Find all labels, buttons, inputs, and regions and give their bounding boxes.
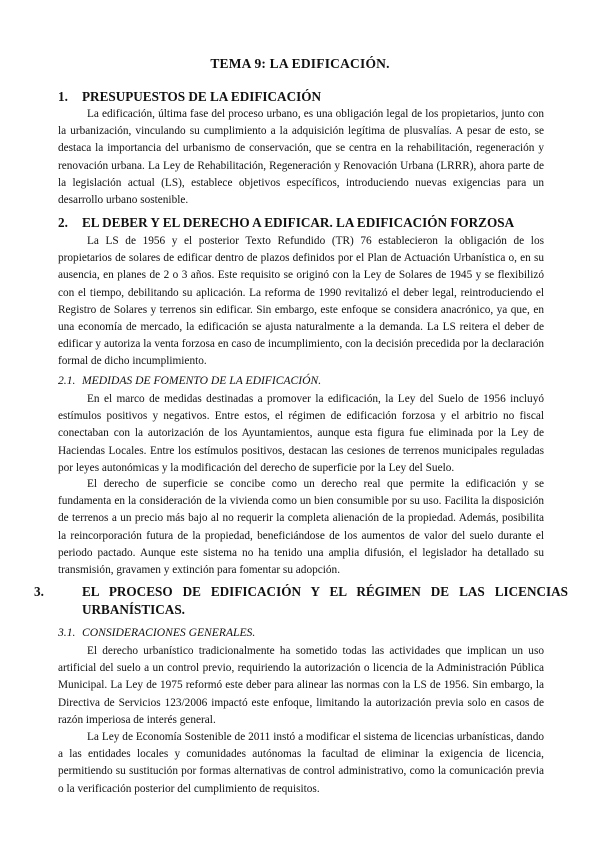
subsection-2-1-paragraph-2: El derecho de superficie se concibe como un derecho real que permite la edificación y se fundamenta en la consideración de la vivienda como un bien consumible por su uso. Facilita la disposición de terrenos a un precio más bajo al no requerir la completa alienación de la propiedad. Además, posibilita la reincorporación futura de la propiedad, beneficiándose de los aumentos de valor del suelo durante el periodo pactado. Aunque este sistema no ha tenido una amplia difusión, el legislador ha detallado su transmisión, gravamen y extinción para fomentar su adopción. <box>58 478 544 577</box>
document-title: TEMA 9: LA EDIFICACIÓN. <box>210 56 390 71</box>
section-2-title: EL DEBER Y EL DERECHO A EDIFICAR. LA EDIFICACIÓN FORZOSA <box>82 215 515 230</box>
subsection-2-1-number: 2.1. <box>58 374 76 387</box>
section-1-heading <box>58 88 544 106</box>
subsection-3-1-paragraph-1: El derecho urbanístico tradicionalmente ha sometido todas las actividades que implican un uso artificial del suelo a un control previo, requiriendo la autorización o licencia de la Administración Pública Municipal. La Ley de 1975 reformó este deber para alinear las normas con la LS de 1956. Sin embargo, la Directiva de Servicios 123/2006 impactó este enfoque, limitando la autorización previa solo en casos de razón imperiosa de interés general. <box>58 645 544 726</box>
subsection-3-1-paragraph-2: La Ley de Economía Sostenible de 2011 instó a modificar el sistema de licencias urbanísticas, dando a las entidades locales y comunidades autónomas la facultad de eliminar la exigencia de licencia, permitiendo su sustitución por formas alternativas de control administrativo, como la comunicación previa o la verificación posterior del cumplimiento de requisitos. <box>58 731 544 795</box>
section-1-number: 1. <box>58 89 68 104</box>
subsection-3-1-heading <box>58 625 544 641</box>
subsection-2-1-title: MEDIDAS DE FOMENTO DE LA EDIFICACIÓN. <box>82 374 322 387</box>
section-1-title: PRESUPUESTOS DE LA EDIFICACIÓN <box>82 89 322 104</box>
section-2-heading <box>58 214 544 232</box>
section-3-number: 3. <box>34 584 44 599</box>
subsection-2-1-paragraph-1: En el marco de medidas destinadas a promover la edificación, la Ley del Suelo de 1956 incluyó estímulos positivos y negativos. Entre estos, el régimen de edificación forzosa y el arbitrio no fiscal conectaban con la autorización de los Ayuntamientos, aunque esta figura fue eliminada por la Ley de Haciendas Locales. Entre los estímulos positivos, destacan las cesiones de terrenos municipales reguladas por leyes autonómicas y la modificación del derecho de superficie por la Ley del Suelo. <box>58 393 544 474</box>
subsection-3-1-title: CONSIDERACIONES GENERALES. <box>82 626 256 639</box>
subsection-3-1-number: 3.1. <box>58 626 76 639</box>
section-3-title: EL PROCESO DE EDIFICACIÓN Y EL RÉGIMEN DE LAS LICENCIAS URBANÍSTICAS. <box>82 584 568 617</box>
section-2-number: 2. <box>58 215 68 230</box>
section-2-paragraph: La LS de 1956 y el posterior Texto Refundido (TR) 76 establecieron la obligación de los propietarios de solares de edificar dentro de plazos definidos por el Plan de Actuación Urbanística o, en su ausencia, en planes de 2 o 3 años. Este requisito se originó con la Ley de Solares de 1945 y se flexibilizó con el tiempo, debilitando su aplicación. La reforma de 1990 revitalizó el deber legal, reintroduciendo el Registro de Solares y terrenos sin edificar. Sin embargo, este enfoque se considera anacrónico, ya que, en una economía de mercado, la edificación se ajusta naturalmente a la demanda. La LS reitera el deber de edificar y autoriza la venta forzosa en caso de incumplimiento, con la decisión precedida por la declaración formal de dicho incumplimiento. <box>58 235 544 368</box>
section-3-heading <box>34 583 568 619</box>
section-1-paragraph: La edificación, última fase del proceso urbano, es una obligación legal de los propietarios, junto con la urbanización, vinculando su cumplimiento a la adquisición legítima de plusvalías. A pesar de esto, se destaca la importancia del urbanismo de conservación, que se centra en la rehabilitación, regeneración y renovación urbana. La Ley de Rehabilitación, Regeneración y Renovación Urbana (LRRR), ahora parte de la legislación actual (LS), establece objetivos específicos, introduciendo nuevas exigencias para un desarrollo urbano sostenible. <box>58 108 544 207</box>
subsection-2-1-heading <box>58 373 544 389</box>
